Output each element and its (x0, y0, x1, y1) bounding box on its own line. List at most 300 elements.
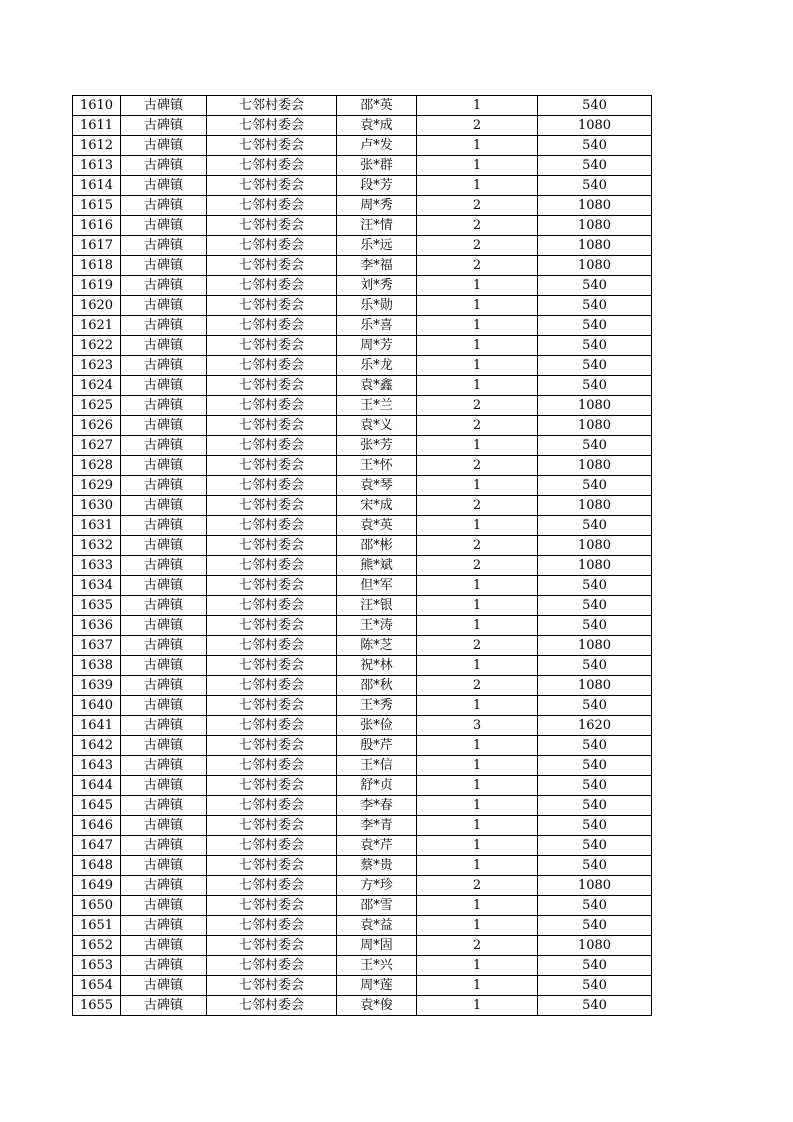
count-cell: 1 (417, 776, 538, 796)
table-row (73, 396, 652, 416)
amount-cell: 540 (538, 176, 652, 196)
town-cell: 古碑镇 (121, 296, 207, 316)
village-cell: 七邻村委会 (207, 636, 337, 656)
row-number-cell: 1629 (73, 476, 121, 496)
row-number-cell: 1654 (73, 976, 121, 996)
amount-cell: 540 (538, 756, 652, 776)
row-number-cell: 1644 (73, 776, 121, 796)
village-cell: 七邻村委会 (207, 516, 337, 536)
name-cell: 周*秀 (337, 196, 417, 216)
count-cell: 1 (417, 796, 538, 816)
row-number-cell: 1648 (73, 856, 121, 876)
table-row (73, 496, 652, 516)
village-cell: 七邻村委会 (207, 276, 337, 296)
amount-cell: 540 (538, 436, 652, 456)
town-cell: 古碑镇 (121, 676, 207, 696)
village-cell: 七邻村委会 (207, 936, 337, 956)
name-cell: 邵*秋 (337, 676, 417, 696)
village-cell: 七邻村委会 (207, 156, 337, 176)
town-cell: 古碑镇 (121, 276, 207, 296)
table-row (73, 596, 652, 616)
table-row (73, 636, 652, 656)
table-row (73, 296, 652, 316)
amount-cell: 1080 (538, 636, 652, 656)
town-cell: 古碑镇 (121, 96, 207, 116)
amount-cell: 540 (538, 956, 652, 976)
village-cell: 七邻村委会 (207, 896, 337, 916)
name-cell: 段*芳 (337, 176, 417, 196)
table-row (73, 356, 652, 376)
row-number-cell: 1620 (73, 296, 121, 316)
count-cell: 2 (417, 636, 538, 656)
amount-cell: 540 (538, 356, 652, 376)
amount-cell: 540 (538, 816, 652, 836)
row-number-cell: 1638 (73, 656, 121, 676)
table-row (73, 956, 652, 976)
row-number-cell: 1635 (73, 596, 121, 616)
table-row (73, 576, 652, 596)
village-cell: 七邻村委会 (207, 396, 337, 416)
amount-cell: 540 (538, 516, 652, 536)
village-cell: 七邻村委会 (207, 356, 337, 376)
row-number-cell: 1640 (73, 696, 121, 716)
amount-cell: 540 (538, 96, 652, 116)
amount-cell: 540 (538, 316, 652, 336)
count-cell: 1 (417, 856, 538, 876)
row-number-cell: 1633 (73, 556, 121, 576)
row-number-cell: 1621 (73, 316, 121, 336)
name-cell: 周*芳 (337, 336, 417, 356)
row-number-cell: 1636 (73, 616, 121, 636)
village-cell: 七邻村委会 (207, 696, 337, 716)
town-cell: 古碑镇 (121, 456, 207, 476)
amount-cell: 540 (538, 836, 652, 856)
row-number-cell: 1631 (73, 516, 121, 536)
count-cell: 1 (417, 276, 538, 296)
name-cell: 王*涛 (337, 616, 417, 636)
name-cell: 陈*芝 (337, 636, 417, 656)
name-cell: 殷*芹 (337, 736, 417, 756)
count-cell: 1 (417, 736, 538, 756)
town-cell: 古碑镇 (121, 856, 207, 876)
row-number-cell: 1643 (73, 756, 121, 776)
name-cell: 袁*益 (337, 916, 417, 936)
amount-cell: 540 (538, 616, 652, 636)
town-cell: 古碑镇 (121, 476, 207, 496)
table-row (73, 316, 652, 336)
table-row (73, 816, 652, 836)
table-row (73, 456, 652, 476)
count-cell: 1 (417, 916, 538, 936)
village-cell: 七邻村委会 (207, 916, 337, 936)
town-cell: 古碑镇 (121, 756, 207, 776)
town-cell: 古碑镇 (121, 356, 207, 376)
amount-cell: 540 (538, 136, 652, 156)
table-row (73, 896, 652, 916)
village-cell: 七邻村委会 (207, 596, 337, 616)
table-row (73, 156, 652, 176)
town-cell: 古碑镇 (121, 656, 207, 676)
count-cell: 1 (417, 576, 538, 596)
town-cell: 古碑镇 (121, 416, 207, 436)
town-cell: 古碑镇 (121, 596, 207, 616)
table-row (73, 936, 652, 956)
village-cell: 七邻村委会 (207, 616, 337, 636)
count-cell: 1 (417, 696, 538, 716)
town-cell: 古碑镇 (121, 496, 207, 516)
count-cell: 2 (417, 216, 538, 236)
amount-cell: 1080 (538, 536, 652, 556)
name-cell: 王*信 (337, 756, 417, 776)
table-row (73, 476, 652, 496)
town-cell: 古碑镇 (121, 636, 207, 656)
table-row (73, 656, 652, 676)
count-cell: 1 (417, 956, 538, 976)
town-cell: 古碑镇 (121, 836, 207, 856)
village-cell: 七邻村委会 (207, 96, 337, 116)
amount-cell: 1080 (538, 556, 652, 576)
count-cell: 2 (417, 416, 538, 436)
count-cell: 2 (417, 456, 538, 476)
count-cell: 2 (417, 116, 538, 136)
name-cell: 张*群 (337, 156, 417, 176)
count-cell: 1 (417, 476, 538, 496)
name-cell: 邵*英 (337, 96, 417, 116)
name-cell: 蔡*贵 (337, 856, 417, 876)
row-number-cell: 1653 (73, 956, 121, 976)
count-cell: 1 (417, 596, 538, 616)
village-cell: 七邻村委会 (207, 476, 337, 496)
village-cell: 七邻村委会 (207, 776, 337, 796)
table-row (73, 756, 652, 776)
village-cell: 七邻村委会 (207, 116, 337, 136)
amount-cell: 540 (538, 296, 652, 316)
name-cell: 袁*芹 (337, 836, 417, 856)
row-number-cell: 1610 (73, 96, 121, 116)
amount-cell: 540 (538, 376, 652, 396)
village-cell: 七邻村委会 (207, 836, 337, 856)
count-cell: 2 (417, 496, 538, 516)
row-number-cell: 1625 (73, 396, 121, 416)
amount-cell: 1620 (538, 716, 652, 736)
count-cell: 2 (417, 936, 538, 956)
name-cell: 王*秀 (337, 696, 417, 716)
town-cell: 古碑镇 (121, 336, 207, 356)
village-cell: 七邻村委会 (207, 536, 337, 556)
village-cell: 七邻村委会 (207, 736, 337, 756)
name-cell: 袁*义 (337, 416, 417, 436)
amount-cell: 1080 (538, 396, 652, 416)
village-cell: 七邻村委会 (207, 676, 337, 696)
row-number-cell: 1655 (73, 996, 121, 1016)
name-cell: 乐*远 (337, 236, 417, 256)
row-number-cell: 1632 (73, 536, 121, 556)
count-cell: 2 (417, 236, 538, 256)
name-cell: 汪*情 (337, 216, 417, 236)
village-cell: 七邻村委会 (207, 336, 337, 356)
count-cell: 1 (417, 96, 538, 116)
row-number-cell: 1630 (73, 496, 121, 516)
table-row (73, 836, 652, 856)
amount-cell: 540 (538, 976, 652, 996)
village-cell: 七邻村委会 (207, 196, 337, 216)
amount-cell: 540 (538, 896, 652, 916)
table-row (73, 256, 652, 276)
village-cell: 七邻村委会 (207, 236, 337, 256)
row-number-cell: 1649 (73, 876, 121, 896)
village-cell: 七邻村委会 (207, 376, 337, 396)
village-cell: 七邻村委会 (207, 176, 337, 196)
town-cell: 古碑镇 (121, 556, 207, 576)
village-cell: 七邻村委会 (207, 456, 337, 476)
amount-cell: 1080 (538, 676, 652, 696)
name-cell: 乐*勋 (337, 296, 417, 316)
amount-cell: 540 (538, 476, 652, 496)
amount-cell: 540 (538, 276, 652, 296)
town-cell: 古碑镇 (121, 796, 207, 816)
row-number-cell: 1611 (73, 116, 121, 136)
town-cell: 古碑镇 (121, 216, 207, 236)
row-number-cell: 1645 (73, 796, 121, 816)
amount-cell: 540 (538, 576, 652, 596)
table-row (73, 616, 652, 636)
name-cell: 王*怀 (337, 456, 417, 476)
village-cell: 七邻村委会 (207, 416, 337, 436)
row-number-cell: 1626 (73, 416, 121, 436)
village-cell: 七邻村委会 (207, 256, 337, 276)
count-cell: 2 (417, 396, 538, 416)
village-cell: 七邻村委会 (207, 296, 337, 316)
town-cell: 古碑镇 (121, 696, 207, 716)
town-cell: 古碑镇 (121, 736, 207, 756)
table-row (73, 556, 652, 576)
row-number-cell: 1639 (73, 676, 121, 696)
village-cell: 七邻村委会 (207, 576, 337, 596)
table-row (73, 996, 652, 1016)
village-cell: 七邻村委会 (207, 436, 337, 456)
row-number-cell: 1617 (73, 236, 121, 256)
amount-cell: 540 (538, 796, 652, 816)
table-body (73, 96, 652, 1016)
village-cell: 七邻村委会 (207, 956, 337, 976)
table-row (73, 276, 652, 296)
town-cell: 古碑镇 (121, 956, 207, 976)
name-cell: 刘*秀 (337, 276, 417, 296)
amount-cell: 1080 (538, 456, 652, 476)
count-cell: 1 (417, 156, 538, 176)
table-row (73, 96, 652, 116)
count-cell: 1 (417, 296, 538, 316)
count-cell: 1 (417, 136, 538, 156)
count-cell: 1 (417, 516, 538, 536)
town-cell: 古碑镇 (121, 196, 207, 216)
name-cell: 袁*成 (337, 116, 417, 136)
town-cell: 古碑镇 (121, 396, 207, 416)
amount-cell: 540 (538, 996, 652, 1016)
amount-cell: 1080 (538, 936, 652, 956)
row-number-cell: 1623 (73, 356, 121, 376)
amount-cell: 540 (538, 916, 652, 936)
name-cell: 李*福 (337, 256, 417, 276)
town-cell: 古碑镇 (121, 996, 207, 1016)
amount-cell: 1080 (538, 416, 652, 436)
name-cell: 王*兴 (337, 956, 417, 976)
amount-cell: 540 (538, 656, 652, 676)
table-row (73, 236, 652, 256)
table-row (73, 796, 652, 816)
row-number-cell: 1647 (73, 836, 121, 856)
row-number-cell: 1641 (73, 716, 121, 736)
town-cell: 古碑镇 (121, 536, 207, 556)
name-cell: 张*俭 (337, 716, 417, 736)
village-cell: 七邻村委会 (207, 316, 337, 336)
name-cell: 王*兰 (337, 396, 417, 416)
name-cell: 邵*雪 (337, 896, 417, 916)
name-cell: 宋*成 (337, 496, 417, 516)
name-cell: 邵*彬 (337, 536, 417, 556)
town-cell: 古碑镇 (121, 976, 207, 996)
town-cell: 古碑镇 (121, 516, 207, 536)
town-cell: 古碑镇 (121, 896, 207, 916)
amount-cell: 1080 (538, 256, 652, 276)
village-cell: 七邻村委会 (207, 716, 337, 736)
row-number-cell: 1614 (73, 176, 121, 196)
count-cell: 1 (417, 176, 538, 196)
town-cell: 古碑镇 (121, 716, 207, 736)
row-number-cell: 1642 (73, 736, 121, 756)
count-cell: 1 (417, 976, 538, 996)
row-number-cell: 1624 (73, 376, 121, 396)
town-cell: 古碑镇 (121, 876, 207, 896)
table-row (73, 916, 652, 936)
town-cell: 古碑镇 (121, 616, 207, 636)
table-row (73, 436, 652, 456)
amount-cell: 1080 (538, 236, 652, 256)
row-number-cell: 1637 (73, 636, 121, 656)
town-cell: 古碑镇 (121, 816, 207, 836)
town-cell: 古碑镇 (121, 436, 207, 456)
row-number-cell: 1651 (73, 916, 121, 936)
count-cell: 3 (417, 716, 538, 736)
row-number-cell: 1650 (73, 896, 121, 916)
name-cell: 汪*银 (337, 596, 417, 616)
table-row (73, 676, 652, 696)
amount-cell: 1080 (538, 196, 652, 216)
name-cell: 方*珍 (337, 876, 417, 896)
town-cell: 古碑镇 (121, 576, 207, 596)
name-cell: 周*莲 (337, 976, 417, 996)
village-cell: 七邻村委会 (207, 496, 337, 516)
count-cell: 1 (417, 316, 538, 336)
name-cell: 李*青 (337, 816, 417, 836)
name-cell: 熊*斌 (337, 556, 417, 576)
name-cell: 袁*英 (337, 516, 417, 536)
count-cell: 1 (417, 336, 538, 356)
village-cell: 七邻村委会 (207, 876, 337, 896)
amount-cell: 540 (538, 736, 652, 756)
amount-cell: 540 (538, 856, 652, 876)
row-number-cell: 1616 (73, 216, 121, 236)
amount-cell: 540 (538, 336, 652, 356)
town-cell: 古碑镇 (121, 116, 207, 136)
table-row (73, 776, 652, 796)
name-cell: 舒*贞 (337, 776, 417, 796)
count-cell: 1 (417, 616, 538, 636)
table-row (73, 216, 652, 236)
count-cell: 2 (417, 536, 538, 556)
row-number-cell: 1628 (73, 456, 121, 476)
table-row (73, 416, 652, 436)
amount-cell: 540 (538, 156, 652, 176)
row-number-cell: 1622 (73, 336, 121, 356)
name-cell: 李*春 (337, 796, 417, 816)
village-cell: 七邻村委会 (207, 976, 337, 996)
amount-cell: 540 (538, 596, 652, 616)
table-row (73, 876, 652, 896)
table-row (73, 696, 652, 716)
row-number-cell: 1618 (73, 256, 121, 276)
town-cell: 古碑镇 (121, 776, 207, 796)
name-cell: 卢*发 (337, 136, 417, 156)
town-cell: 古碑镇 (121, 316, 207, 336)
name-cell: 祝*林 (337, 656, 417, 676)
name-cell: 乐*喜 (337, 316, 417, 336)
village-cell: 七邻村委会 (207, 756, 337, 776)
town-cell: 古碑镇 (121, 376, 207, 396)
count-cell: 2 (417, 196, 538, 216)
village-cell: 七邻村委会 (207, 856, 337, 876)
village-cell: 七邻村委会 (207, 136, 337, 156)
table-row (73, 516, 652, 536)
count-cell: 2 (417, 676, 538, 696)
table-row (73, 176, 652, 196)
table-row (73, 196, 652, 216)
count-cell: 1 (417, 436, 538, 456)
count-cell: 1 (417, 656, 538, 676)
village-cell: 七邻村委会 (207, 216, 337, 236)
row-number-cell: 1652 (73, 936, 121, 956)
village-cell: 七邻村委会 (207, 796, 337, 816)
count-cell: 2 (417, 876, 538, 896)
table-row (73, 136, 652, 156)
town-cell: 古碑镇 (121, 136, 207, 156)
amount-cell: 540 (538, 776, 652, 796)
name-cell: 但*军 (337, 576, 417, 596)
name-cell: 袁*鑫 (337, 376, 417, 396)
count-cell: 1 (417, 996, 538, 1016)
table-row (73, 736, 652, 756)
table-row (73, 976, 652, 996)
row-number-cell: 1612 (73, 136, 121, 156)
table-row (73, 536, 652, 556)
town-cell: 古碑镇 (121, 156, 207, 176)
amount-cell: 1080 (538, 116, 652, 136)
town-cell: 古碑镇 (121, 916, 207, 936)
count-cell: 1 (417, 836, 538, 856)
row-number-cell: 1627 (73, 436, 121, 456)
table-row (73, 116, 652, 136)
count-cell: 1 (417, 896, 538, 916)
village-cell: 七邻村委会 (207, 996, 337, 1016)
count-cell: 1 (417, 756, 538, 776)
amount-cell: 1080 (538, 496, 652, 516)
row-number-cell: 1615 (73, 196, 121, 216)
table-row (73, 716, 652, 736)
name-cell: 袁*俊 (337, 996, 417, 1016)
village-cell: 七邻村委会 (207, 556, 337, 576)
town-cell: 古碑镇 (121, 256, 207, 276)
table-row (73, 376, 652, 396)
